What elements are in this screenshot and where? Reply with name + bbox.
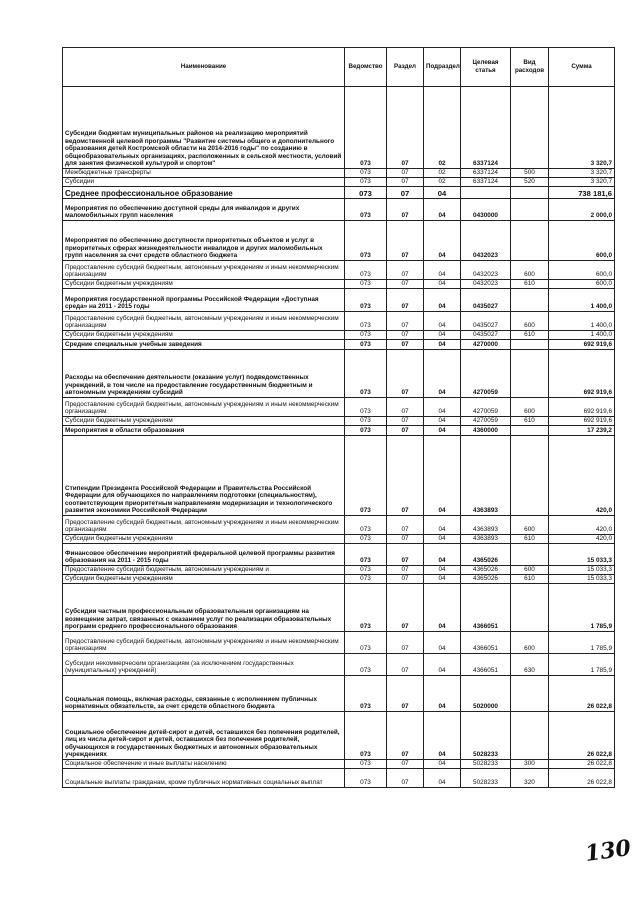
row-name: Субсидии бюджетным учреждениям — [63, 535, 345, 544]
row-name: Предоставление субсидий бюджетным, автономным учреждениям и иным некоммерческим организациям — [63, 261, 345, 280]
row-exptype: 600 — [511, 632, 549, 654]
row-dept: 073 — [345, 398, 387, 417]
row-subsection: 04 — [424, 535, 461, 544]
row-subsection: 02 — [424, 87, 461, 169]
row-name: Среднее профессиональное образование — [63, 187, 345, 199]
row-dept: 073 — [345, 87, 387, 169]
row-exptype — [511, 199, 549, 221]
row-name: Средние специальные учебные заведения — [63, 340, 345, 350]
row-sum: 26 022,8 — [549, 769, 615, 788]
header-section: Раздел — [387, 48, 424, 87]
row-name: Субсидии бюджетным учреждениям — [63, 417, 345, 426]
row-subsection: 04 — [424, 436, 461, 516]
table-row — [63, 331, 615, 340]
row-section: 07 — [387, 178, 424, 187]
row-sum: 420,0 — [549, 516, 615, 535]
table-row — [63, 516, 615, 535]
row-section: 07 — [387, 632, 424, 654]
table-row — [63, 436, 615, 516]
row-exptype: 320 — [511, 769, 549, 788]
row-subsection: 02 — [424, 169, 461, 178]
row-name: Субсидии бюджетам муниципальных районов на реализацию мероприятий ведомственной целевой программы "Развитие системы общего и дополнительного образования детей Костромской области на 2014-2016 годы" по созданию в общеобразовательных организациях, расположенных в сельской местности, условий для занятия физической культурой и спортом" — [63, 87, 345, 169]
table-row — [63, 676, 615, 712]
table-row — [63, 169, 615, 178]
table-row — [63, 575, 615, 584]
row-name: Финансовое обеспечение мероприятий федеральной целевой программы развития образования на 2011 - 2015 годы — [63, 544, 345, 566]
row-dept: 073 — [345, 654, 387, 676]
row-exptype: 600 — [511, 516, 549, 535]
row-subsection: 04 — [424, 187, 461, 199]
row-subsection: 04 — [424, 312, 461, 331]
row-dept: 073 — [345, 340, 387, 350]
row-subsection: 04 — [424, 261, 461, 280]
row-sum: 692 919,6 — [549, 417, 615, 426]
row-section: 07 — [387, 436, 424, 516]
row-exptype — [511, 436, 549, 516]
row-dept: 073 — [345, 312, 387, 331]
row-subsection: 04 — [424, 331, 461, 340]
row-target: 4366051 — [461, 654, 511, 676]
row-target: 4365026 — [461, 575, 511, 584]
row-exptype — [511, 676, 549, 712]
row-section: 07 — [387, 340, 424, 350]
row-dept: 073 — [345, 199, 387, 221]
row-subsection: 04 — [424, 575, 461, 584]
row-name: Социальные выплаты гражданам, кроме публичных нормативных социальных выплат — [63, 769, 345, 788]
table-row — [63, 87, 615, 169]
row-exptype: 610 — [511, 280, 549, 289]
row-subsection: 04 — [424, 516, 461, 535]
row-sum: 15 033,3 — [549, 566, 615, 575]
row-dept: 073 — [345, 221, 387, 261]
row-section: 07 — [387, 87, 424, 169]
table-row — [63, 760, 615, 769]
row-sum: 600,0 — [549, 261, 615, 280]
row-name: Стипендии Президента Российской Федерации и Правительства Российской Федерации для обучающихся по направлениям подготовки (специальностям), соответствующим приоритетным направлениям модернизации и технологического развития экономики Российской Федерации — [63, 436, 345, 516]
row-exptype: 300 — [511, 760, 549, 769]
row-sum: 1 785,9 — [549, 654, 615, 676]
table-row — [63, 178, 615, 187]
row-target: 4363893 — [461, 436, 511, 516]
table-row — [63, 712, 615, 760]
row-sum: 3 320,7 — [549, 178, 615, 187]
table-row — [63, 280, 615, 289]
row-sum: 600,0 — [549, 280, 615, 289]
row-name: Предоставление субсидий бюджетным, автономным учреждениям и — [63, 566, 345, 575]
row-section: 07 — [387, 535, 424, 544]
row-subsection: 04 — [424, 544, 461, 566]
row-dept: 073 — [345, 535, 387, 544]
row-target: 0435027 — [461, 312, 511, 331]
row-target: 5028233 — [461, 769, 511, 788]
row-target: 5028233 — [461, 712, 511, 760]
row-dept: 073 — [345, 575, 387, 584]
row-section: 07 — [387, 169, 424, 178]
budget-table — [62, 47, 615, 788]
row-sum: 692 919,6 — [549, 350, 615, 398]
table-row — [63, 199, 615, 221]
table-row — [63, 584, 615, 632]
row-target: 4365026 — [461, 544, 511, 566]
row-name: Субсидии некоммерческим организациям (за исключением государственных (муниципальных) учреждений) — [63, 654, 345, 676]
row-exptype — [511, 221, 549, 261]
row-target: 4365026 — [461, 566, 511, 575]
page-number: 130 — [583, 834, 633, 868]
row-exptype: 610 — [511, 417, 549, 426]
row-sum: 420,0 — [549, 436, 615, 516]
row-exptype: 610 — [511, 575, 549, 584]
row-section: 07 — [387, 199, 424, 221]
row-target: 4270059 — [461, 417, 511, 426]
row-section: 07 — [387, 312, 424, 331]
table-row — [63, 312, 615, 331]
table-row — [63, 350, 615, 398]
row-dept: 073 — [345, 261, 387, 280]
row-target: 6337124 — [461, 178, 511, 187]
row-sum: 1 400,0 — [549, 312, 615, 331]
row-subsection: 04 — [424, 221, 461, 261]
row-dept: 073 — [345, 331, 387, 340]
row-exptype — [511, 187, 549, 199]
row-sum: 692 919,6 — [549, 340, 615, 350]
row-sum: 738 181,6 — [549, 187, 615, 199]
row-sum: 1 785,9 — [549, 632, 615, 654]
row-dept: 073 — [345, 566, 387, 575]
row-sum: 15 033,3 — [549, 575, 615, 584]
row-name: Мероприятия в области образования — [63, 426, 345, 436]
row-section: 07 — [387, 289, 424, 312]
row-subsection: 04 — [424, 769, 461, 788]
row-section: 07 — [387, 187, 424, 199]
header-subsection: Подраздел — [424, 48, 461, 87]
row-section: 07 — [387, 544, 424, 566]
row-name: Субсидии частным профессиональным образовательным организациям на возмещение затрат, связанных с оказанием услуг по реализации образовательных программ среднего профессионального образования — [63, 584, 345, 632]
row-subsection: 04 — [424, 632, 461, 654]
row-sum: 26 022,8 — [549, 676, 615, 712]
row-sum: 17 239,2 — [549, 426, 615, 436]
row-target: 4366051 — [461, 632, 511, 654]
row-subsection: 04 — [424, 398, 461, 417]
row-section: 07 — [387, 712, 424, 760]
row-exptype — [511, 426, 549, 436]
row-sum: 3 320,7 — [549, 87, 615, 169]
row-target: 4366051 — [461, 584, 511, 632]
table-row — [63, 654, 615, 676]
row-exptype: 600 — [511, 312, 549, 331]
header-target: Целевая статья — [461, 48, 511, 87]
row-target: 4270000 — [461, 340, 511, 350]
table-row — [63, 426, 615, 436]
row-exptype: 520 — [511, 178, 549, 187]
row-exptype: 630 — [511, 654, 549, 676]
row-target: 5020000 — [461, 676, 511, 712]
row-name: Межбюджетные трансферты — [63, 169, 345, 178]
table-row — [63, 566, 615, 575]
row-section: 07 — [387, 426, 424, 436]
row-section: 07 — [387, 331, 424, 340]
row-target: 6337124 — [461, 87, 511, 169]
row-subsection: 04 — [424, 426, 461, 436]
row-section: 07 — [387, 516, 424, 535]
row-subsection: 04 — [424, 712, 461, 760]
row-name: Социальное обеспечение детей-сирот и детей, оставшихся без попечения родителей, лиц из числа детей-сирот и детей, оставшихся без попечения родителей, обучающихся в государственных бюджетных и автономных образовательных учреждениях — [63, 712, 345, 760]
header-dept: Ведомство — [345, 48, 387, 87]
row-name: Мероприятия по обеспечению доступной среды для инвалидов и других маломобильных групп населения — [63, 199, 345, 221]
row-subsection: 04 — [424, 566, 461, 575]
row-dept: 073 — [345, 350, 387, 398]
row-subsection: 04 — [424, 417, 461, 426]
row-name: Субсидии бюджетным учреждениям — [63, 331, 345, 340]
row-exptype — [511, 289, 549, 312]
row-section: 07 — [387, 566, 424, 575]
table-body — [63, 87, 615, 788]
row-target: 6337124 — [461, 169, 511, 178]
table-row — [63, 187, 615, 199]
row-section: 07 — [387, 654, 424, 676]
row-subsection: 04 — [424, 760, 461, 769]
row-subsection: 04 — [424, 676, 461, 712]
table-row — [63, 261, 615, 280]
table-row — [63, 417, 615, 426]
row-name: Субсидии бюджетным учреждениям — [63, 575, 345, 584]
row-subsection: 04 — [424, 340, 461, 350]
header-name: Наименование — [63, 48, 345, 87]
row-target: 0435027 — [461, 331, 511, 340]
row-sum: 26 022,8 — [549, 712, 615, 760]
row-exptype — [511, 584, 549, 632]
row-dept: 073 — [345, 769, 387, 788]
row-name: Субсидии бюджетным учреждениям — [63, 280, 345, 289]
row-dept: 073 — [345, 178, 387, 187]
row-dept: 073 — [345, 280, 387, 289]
row-sum: 3 320,7 — [549, 169, 615, 178]
row-exptype — [511, 87, 549, 169]
row-dept: 073 — [345, 187, 387, 199]
table-row — [63, 340, 615, 350]
table-row — [63, 769, 615, 788]
row-section: 07 — [387, 417, 424, 426]
row-dept: 073 — [345, 516, 387, 535]
row-section: 07 — [387, 398, 424, 417]
table-row — [63, 289, 615, 312]
row-section: 07 — [387, 769, 424, 788]
row-sum: 420,0 — [549, 535, 615, 544]
table-row — [63, 632, 615, 654]
row-dept: 073 — [345, 417, 387, 426]
row-sum: 26 022,8 — [549, 760, 615, 769]
table-header-row — [63, 48, 615, 87]
row-dept: 073 — [345, 289, 387, 312]
row-target — [461, 187, 511, 199]
row-section: 07 — [387, 261, 424, 280]
row-dept: 073 — [345, 426, 387, 436]
row-subsection: 04 — [424, 289, 461, 312]
row-dept: 073 — [345, 632, 387, 654]
row-exptype: 610 — [511, 331, 549, 340]
row-target: 4360000 — [461, 426, 511, 436]
row-name: Мероприятия государственной программы Российской Федерации «Доступная среда» на 2011 - 2015 годы — [63, 289, 345, 312]
row-name: Субсидии — [63, 178, 345, 187]
row-sum: 1 400,0 — [549, 289, 615, 312]
row-target: 5028233 — [461, 760, 511, 769]
row-sum: 692 919,6 — [549, 398, 615, 417]
row-sum: 600,0 — [549, 221, 615, 261]
row-dept: 073 — [345, 712, 387, 760]
row-name: Расходы на обеспечение деятельности (оказание услуг) подведомственных учреждений, в том числе на предоставление государственным бюджетным и автономным учреждениям субсидий — [63, 350, 345, 398]
row-sum: 1 400,0 — [549, 331, 615, 340]
table-row — [63, 221, 615, 261]
row-name: Мероприятия по обеспечению доступности приоритетных объектов и услуг в приоритетных сферах жизнедеятельности инвалидов и других маломобильных групп населения за счет средств областного бюджета — [63, 221, 345, 261]
row-exptype — [511, 340, 549, 350]
row-target: 0432023 — [461, 261, 511, 280]
row-dept: 073 — [345, 436, 387, 516]
row-exptype: 610 — [511, 535, 549, 544]
table-row — [63, 535, 615, 544]
row-section: 07 — [387, 676, 424, 712]
row-sum: 15 033,3 — [549, 544, 615, 566]
row-name: Социальная помощь, включая расходы, связанные с исполнением публичных нормативных обязательств, за счет средств областного бюджета — [63, 676, 345, 712]
row-name: Предоставление субсидий бюджетным, автономным учреждениям и иным некоммерческим организациям — [63, 312, 345, 331]
row-target: 4270059 — [461, 398, 511, 417]
row-name: Предоставление субсидий бюджетным, автономным учреждениям и иным некоммерческим организациям — [63, 632, 345, 654]
row-dept: 073 — [345, 169, 387, 178]
row-exptype: 600 — [511, 261, 549, 280]
row-exptype — [511, 712, 549, 760]
row-target: 0430000 — [461, 199, 511, 221]
row-exptype: 600 — [511, 566, 549, 575]
header-exptype: Вид расходов — [511, 48, 549, 87]
row-sum: 2 000,0 — [549, 199, 615, 221]
row-name: Социальное обеспечение и иные выплаты населению — [63, 760, 345, 769]
row-section: 07 — [387, 221, 424, 261]
row-dept: 073 — [345, 676, 387, 712]
row-target: 0432023 — [461, 280, 511, 289]
row-section: 07 — [387, 584, 424, 632]
row-name: Предоставление субсидий бюджетным, автономным учреждениям и иным некоммерческим организациям — [63, 516, 345, 535]
row-subsection: 04 — [424, 199, 461, 221]
row-target: 4270059 — [461, 350, 511, 398]
row-section: 07 — [387, 280, 424, 289]
row-target: 0435027 — [461, 289, 511, 312]
table-row — [63, 544, 615, 566]
row-exptype — [511, 350, 549, 398]
row-exptype: 500 — [511, 169, 549, 178]
row-section: 07 — [387, 575, 424, 584]
row-subsection: 04 — [424, 350, 461, 398]
row-target: 4363893 — [461, 516, 511, 535]
row-target: 4363893 — [461, 535, 511, 544]
row-name: Предоставление субсидий бюджетным, автономным учреждениям и иным некоммерческим организациям — [63, 398, 345, 417]
row-exptype — [511, 544, 549, 566]
row-subsection: 02 — [424, 178, 461, 187]
row-subsection: 04 — [424, 584, 461, 632]
table-row — [63, 398, 615, 417]
row-dept: 073 — [345, 544, 387, 566]
row-exptype: 600 — [511, 398, 549, 417]
row-section: 07 — [387, 350, 424, 398]
row-dept: 073 — [345, 584, 387, 632]
row-subsection: 04 — [424, 280, 461, 289]
header-sum: Сумма — [549, 48, 615, 87]
row-subsection: 04 — [424, 654, 461, 676]
row-section: 07 — [387, 760, 424, 769]
row-target: 0432023 — [461, 221, 511, 261]
row-sum: 1 785,9 — [549, 584, 615, 632]
row-dept: 073 — [345, 760, 387, 769]
